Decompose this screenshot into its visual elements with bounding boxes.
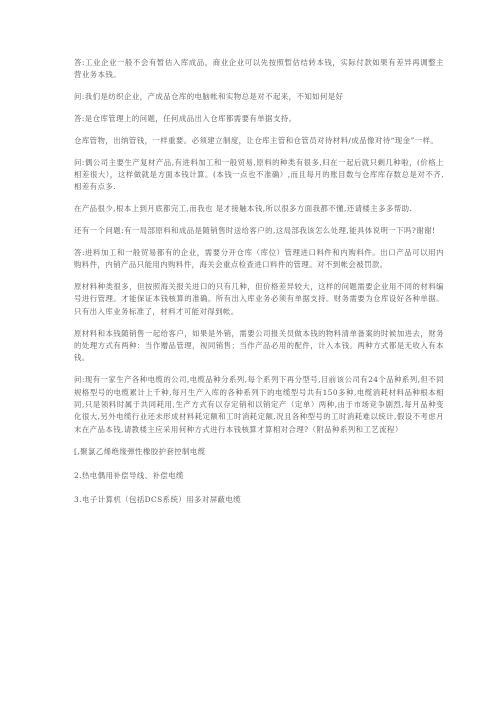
paragraph-material-codes: 原材料种类很多，但按照海关报关进口的只有几种，但价格差异较大，这样的问题需要企业用不同的材料编号进行管理。才能保证本钱核算的准确。所有出入库业务必须有单据支持。财务需要为仓库设好各种单据。只有出入库业务标准了，材料才可能对得到帐。 <box>74 282 444 316</box>
paragraph-gift-accounting: 原材料和本钱随销售一起给客户，如果是外销，需要公司报关员做本钱的物料清单备案的时候加进去，财务的处理方式有两种：当作赠品管理，视同销售；当作产品必用的配件，计入本钱。两种方式都是无收入有本钱。 <box>74 328 444 363</box>
answer-import-processing: 答:进料加工和一般贸易都有的企业，需要分开仓库（库位）管理进口料件和内购料件。出口产品可以用内购料件，内销产品只能用内购料件，海关会重点检查进口料件的管理。对不到帐会被罚款。 <box>74 247 444 270</box>
paragraph-in-process-products: 在产品很少,根本上到月底都完工,而我也 是才接触本钱,所以很多方面我都不懂,还请楼主多多帮助. <box>74 204 413 214</box>
question-materials-types: 问:偶公司主要生产复材产品,有进料加工和一般贸易,原料的种类有很多,归在一起后就只剩几种啦，(价格上相差很大），这样做就是方面本钱计算。(本钱一点也不准确）,而且每月的账目数与仓库库存数总是对不齐,相差有点多. <box>74 157 444 192</box>
question-cable-company: 问:现有一家生产各种电缆的公司,电缆品种分系列,每个系列下再分型号,目前该公司有24个品种系列,但不同规格型号的电缆累计上千种,每月生产入库的各种系列下的电缆型号共有150多种,电缆消耗材料品种根本相同,只是领料时属于共同耗用,生产方式有以存定销和以销定产（定单）两种,由于市场竞争剧烈,每月品种变化很大,另外电缆行业还未形成材料耗定额和工时消耗定额,况且各种型号的工时消耗难以统计,假设不考虑月末在产品本钱,请教楼主应采用何种方式进行本钱核算才算相对合理?（附品种系列和工艺流程） <box>74 375 444 434</box>
list-item-cable-1: [,聚氯乙烯绝缘弹性橡胶护套控制电缆 <box>74 446 206 456</box>
answer-estimated-inventory: 答:工业企业一般不会有暂估入库成品，商业企业可以先按照暂估结转本钱，实际付款如果有差异再调整主营业务本钱。 <box>74 58 444 80</box>
question-inventory-mismatch: 问:我们是纺织企业，产成品仓库的电脑帐和实物总是对不起来，不知如何是好 <box>74 92 344 102</box>
list-item-cable-3: 3.电子计算机（包括DCS系统）用多对屏蔽电缆 <box>74 495 242 505</box>
paragraph-warehouse-management: 仓库管物，出纳管钱，一样重要。必须建立制度，让仓库主管和仓管员对待材料/成品像对待“现金”一样。 <box>74 135 439 145</box>
list-item-cable-2: 2.热电偶用补偿导线、补偿电缆 <box>74 471 184 481</box>
document-body <box>74 57 444 519</box>
question-gift-materials: 还有一个问题:有一局部原料和成品是随销售时送给客户的,这局部我该怎么处理,能具体说明一下吗?谢谢! <box>74 226 436 235</box>
answer-warehouse-documents: 答:是仓库管理上的问题，任何成品出入仓库都需要有单据支持。 <box>74 114 297 123</box>
